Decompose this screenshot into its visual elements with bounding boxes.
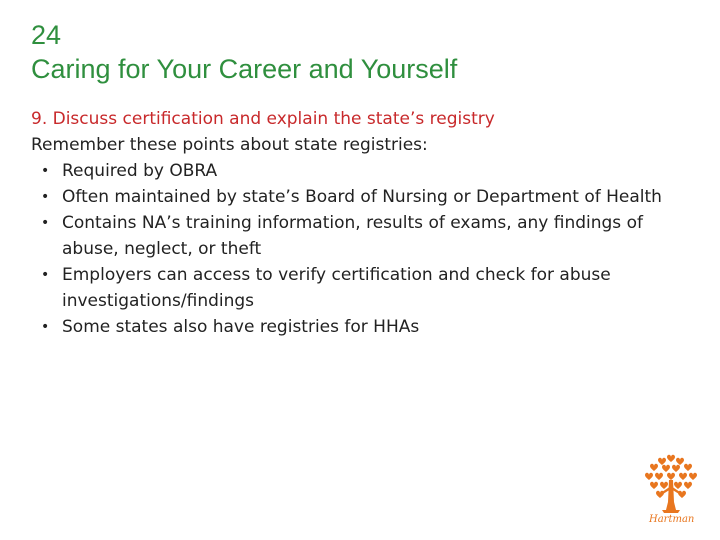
list-item — [31, 262, 691, 314]
list-item — [31, 158, 691, 184]
list-item-text: Often maintained by state’s Board of Nursing or Department of Health — [62, 187, 662, 207]
slide-body — [31, 106, 691, 340]
list-item-text: Contains NA’s training information, results of exams, any findings of abuse, neglect, or theft — [62, 213, 643, 259]
slide-title — [31, 18, 457, 86]
chapter-number: 24 — [31, 20, 62, 50]
bullet-icon: • — [41, 189, 50, 205]
logo-text: Hartman — [649, 514, 695, 525]
intro-text: Remember these points about state registries: — [31, 135, 428, 155]
learning-objective: 9. Discuss certification and explain the state’s registry — [31, 109, 495, 129]
list-item — [31, 184, 691, 210]
bullet-list — [31, 158, 691, 340]
list-item — [31, 210, 691, 262]
list-item-text: Required by OBRA — [62, 161, 218, 181]
list-item-text: Employers can access to verify certification and check for abuse investigations/findings — [62, 265, 611, 311]
bullet-icon: • — [41, 319, 50, 335]
list-item — [31, 314, 691, 340]
list-item-text: Some states also have registries for HHAs — [62, 317, 420, 337]
bullet-icon: • — [41, 215, 50, 231]
chapter-title: Caring for Your Career and Yourself — [31, 54, 458, 84]
bullet-icon: • — [41, 267, 50, 283]
bullet-icon: • — [41, 163, 50, 179]
